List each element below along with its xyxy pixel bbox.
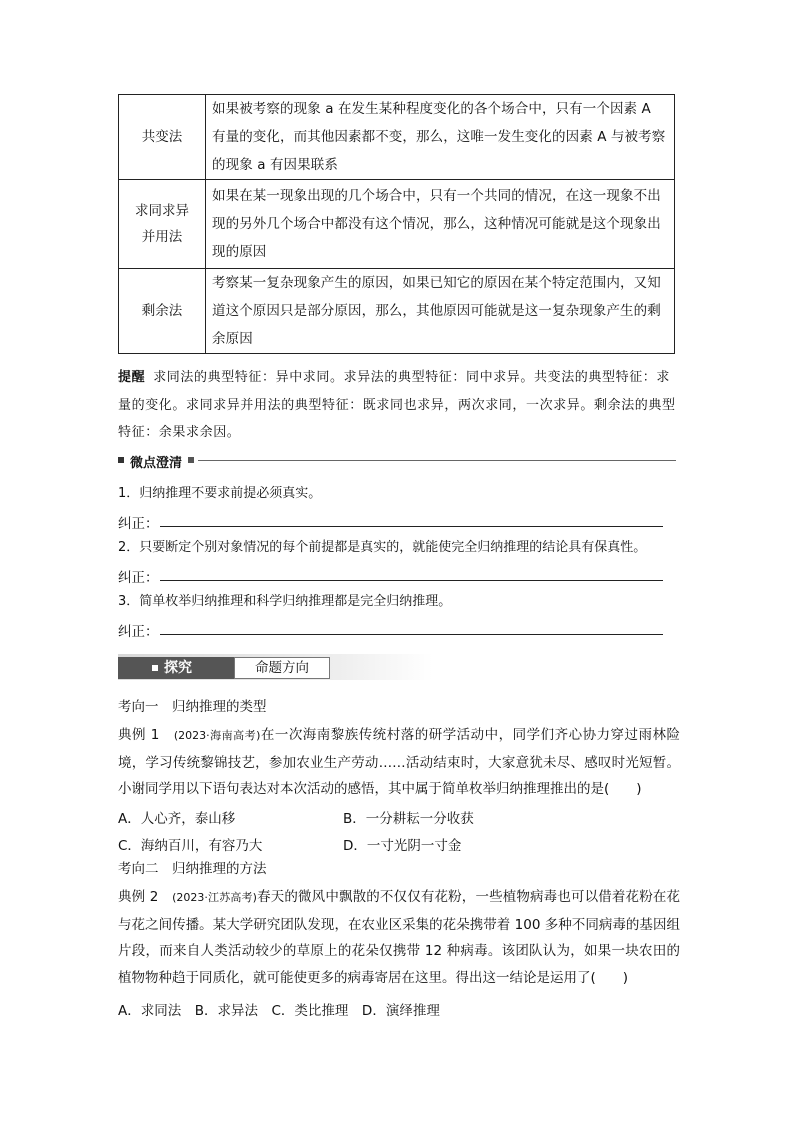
- tip-paragraph: [118, 364, 680, 447]
- method-description: 考察某一复杂现象产生的原因，如果已知它的原因在某个特定范围内，又知道这个原因只是部分原因，那么，其他原因可能就是这一复杂现象产生的剩余原因: [206, 269, 675, 354]
- clarify-item: 3．简单枚举归纳推理和科学归纳推理都是完全归纳推理。: [118, 594, 452, 609]
- direction1-heading: 考向一 归纳推理的类型: [118, 699, 267, 715]
- tip-label: 提醒: [118, 370, 146, 385]
- explore-banner: [118, 654, 438, 682]
- fix-label: 纠正：: [118, 624, 159, 640]
- table-row: [119, 269, 675, 354]
- tip-text: 求同法的典型特征：异中求同。求异法的典型特征：同中求异。共变法的典型特征：求量的变化。求同求异并用法的典型特征：既求同也求异，两次求同，一次求异。剩余法的典型特征：余果求余因。: [118, 370, 676, 440]
- example-source: (2023·江苏高考): [172, 891, 257, 904]
- method-name: 剩余法: [119, 269, 206, 354]
- example-label: 典例 1: [118, 727, 160, 743]
- option-b: B．一分耕耘一分收获: [343, 811, 474, 827]
- method-description: 如果被考察的现象 a 在发生某种程度变化的各个场合中，只有一个因素 A 有量的变化，而其他因素都不变，那么，这唯一发生变化的因素 A 与被考察的现象 a 有因果联系: [206, 95, 675, 180]
- answer-blank[interactable]: [160, 580, 663, 581]
- example-source: (2023·海南高考): [173, 729, 261, 742]
- methods-table: [118, 94, 675, 354]
- option-a: A．人心齐，泰山移: [118, 811, 236, 827]
- square-bullet-icon: [188, 457, 194, 463]
- method-name: 共变法: [119, 95, 206, 180]
- fix-label: 纠正：: [118, 570, 159, 586]
- example-label: 典例 2: [118, 889, 159, 905]
- table-row: [119, 180, 675, 269]
- example2-options: A．求同法 B．求异法 C．类比推理 D．演绎推理: [118, 1003, 440, 1019]
- example-text: 春天的微风中飘散的不仅仅有花粉，一些植物病毒也可以借着花粉在花与花之间传播。某大学研究团队发现，在农业区采集的花朵携带着 100 多种不同病毒的基因组片段，而来自人类活动较少的草原上的花朵仅携带 12 种病毒。该团队认为，如果一块农田的植物物种趋于同质化，就可能使更多的病毒寄居在这里。得出这一结论是运用了( ): [118, 889, 680, 986]
- option-c: C．海纳百川，有容乃大: [118, 838, 263, 854]
- answer-blank[interactable]: [160, 634, 663, 635]
- clarify-item: 1．归纳推理不要求前提必须真实。: [118, 486, 322, 501]
- explore-subtitle: 命题方向: [234, 657, 330, 679]
- clarify-item: 2．只要断定个别对象情况的每个前提都是真实的，就能使完全归纳推理的结论具有保真性。: [118, 540, 647, 555]
- method-name-line: 求同求异: [135, 203, 189, 219]
- example-text: 在一次海南黎族传统村落的研学活动中，同学们齐心协力穿过雨林险境，学习传统黎锦技艺，参加农业生产劳动……活动结束时，大家意犹未尽、感叹时光短暂。小谢同学用以下语句表达对本次活动的感悟，其中属于简单枚举归纳推理推出的是( ): [118, 727, 681, 797]
- answer-blank[interactable]: [160, 526, 663, 527]
- option-d: D．一寸光阴一寸金: [343, 838, 462, 854]
- example2-paragraph: [118, 884, 680, 991]
- example1-paragraph: [118, 722, 680, 803]
- divider: [198, 460, 676, 461]
- square-bullet-icon: [152, 665, 158, 671]
- clarify-section-header: [118, 452, 680, 471]
- direction2-heading: 考向二 归纳推理的方法: [118, 861, 267, 877]
- method-description: 如果在某一现象出现的几个场合中，只有一个共同的情况，在这一现象不出现的另外几个场合中都没有这个情况，那么，这种情况可能就是这个现象出现的原因: [206, 180, 675, 269]
- explore-tag-label: 探究: [164, 660, 192, 676]
- table-row: [119, 95, 675, 180]
- section-title: 微点澄清: [130, 456, 183, 471]
- method-name-line: 并用法: [141, 229, 183, 245]
- explore-tag: [118, 657, 234, 679]
- fix-label: 纠正：: [118, 516, 159, 532]
- method-name: [119, 180, 206, 269]
- square-bullet-icon: [118, 457, 124, 463]
